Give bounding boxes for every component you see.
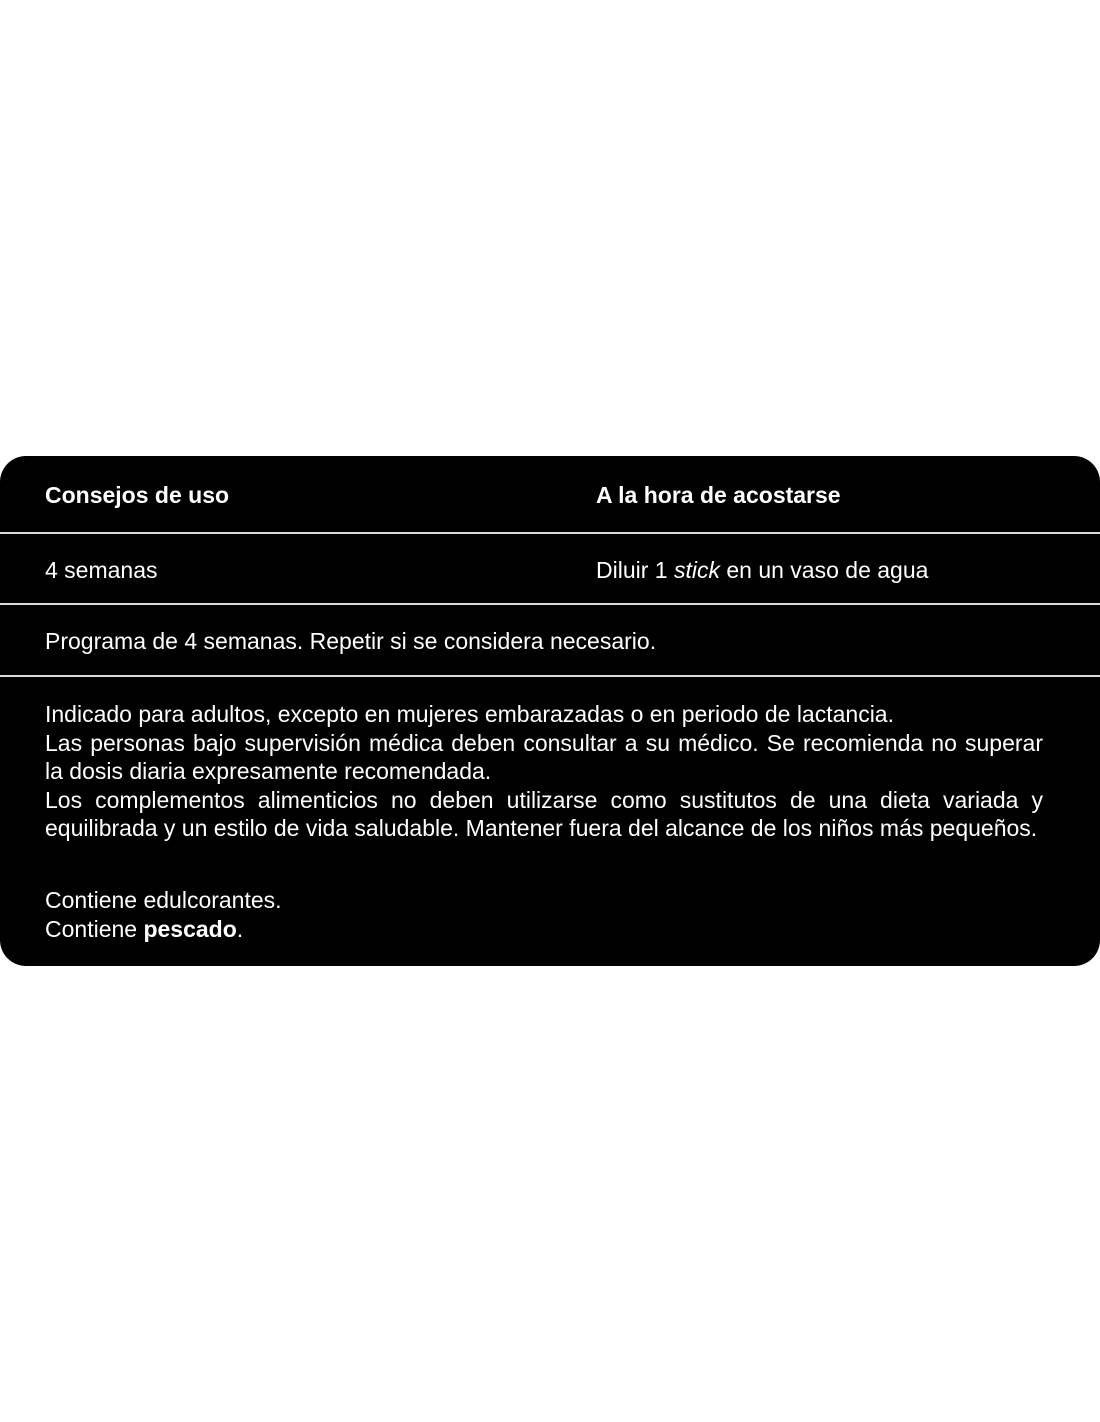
duration-cell: 4 semanas [45, 557, 158, 583]
warning-supplements: Los complementos alimenticios no deben utilizarse como sustitutos de una dieta variada y equilibrada y un estilo de vida saludable. Mantener fuera del alcance de los niños más pequeños. [45, 786, 1043, 842]
usage-info-card [0, 456, 1100, 966]
warning-medical: Las personas bajo supervisión médica deben consultar a su médico. Se recomienda no superar la dosis diaria expresamente recomendada. [45, 729, 1043, 785]
divider-row2 [0, 675, 1100, 677]
allergen-fish-prefix: Contiene [45, 915, 144, 942]
divider-header [0, 532, 1100, 534]
dilution-suffix: en un vaso de agua [719, 557, 929, 583]
divider-row1 [0, 603, 1100, 605]
program-cell: Programa de 4 semanas. Repetir si se considera necesario. [45, 628, 657, 654]
warnings-block [45, 700, 1043, 843]
allergen-fish-suffix: . [236, 915, 244, 942]
allergens-block [45, 886, 1043, 943]
dilution-cell [596, 556, 928, 584]
allergen-fish-bold: pescado [143, 915, 237, 942]
dilution-prefix: Diluir 1 [596, 557, 674, 583]
allergen-fish [45, 915, 1043, 944]
header-usage-tips: Consejos de uso [45, 482, 230, 508]
dilution-stick: stick [673, 557, 720, 583]
warning-adults: Indicado para adultos, excepto en mujeres embarazadas o en periodo de lactancia. [45, 701, 894, 727]
header-bedtime: A la hora de acostarse [596, 482, 841, 508]
allergen-sweeteners: Contiene edulcorantes. [45, 887, 282, 913]
